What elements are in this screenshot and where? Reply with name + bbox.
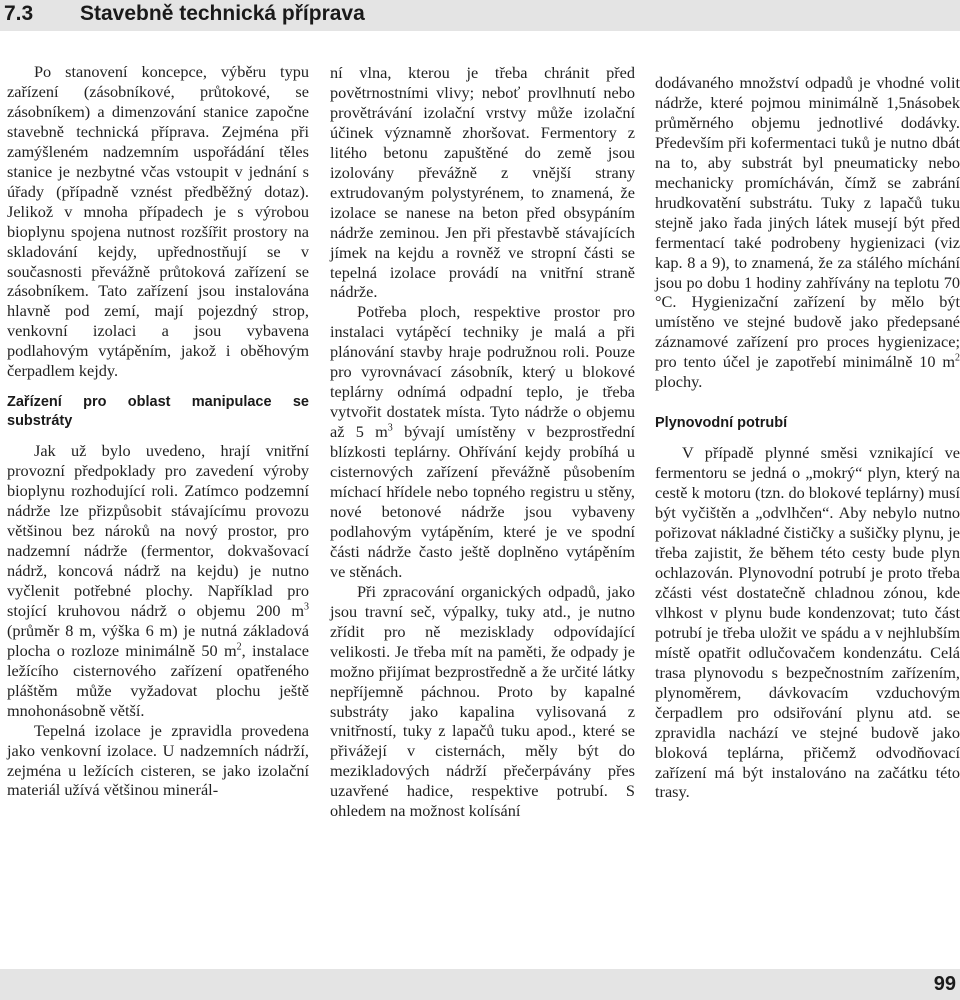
paragraph: Tepelná izolace je zpravidla provedena jako venkovní izolace. U nadzemních nádrží, zejména u ležících cisteren, se jako izolační materiál užívá většinou minerál- xyxy=(7,720,309,800)
page-number: 99 xyxy=(933,973,956,995)
paragraph: Jak už bylo uvedeno, hrají vnitřní provozní předpoklady pro zavedení výroby bioplynu rozhodující roli. Zatímco podzemní nádrže lze přizpůsobit stávajícímu provozu většinou bez nároků na nový prostor, pro nadzemní nádrže (fermentor, dokvašovací nádrž, koncová nádrž na kejdu) je nutno vyčlenit potřebné plochy. Například pro stojící kruhovou nádrž o objemu 200 $m^3$ (průměr 8 m, výška 6 m) je nutná základová plocha o rozloze minimálně 50 $m^2$, instalace ležícího cisternového zařízení opatřeného pláštěm může vyžadovat plochu ještě mnohonásobně větší. xyxy=(7,441,310,720)
text-column-1 xyxy=(7,62,309,800)
section-number: 7.3 xyxy=(4,2,34,25)
paragraph: Při zpracování organických odpadů, jako jsou travní seč, výpalky, tuky atd., je nutno zřídit pro ně mezisklady odpovídající velikosti. Je třeba mít na paměti, že odpady je možno přijímat bezprostředně a že určité látky nepříjemně páchnou. Proto by kapalné substráty jako kapalina vylisovaná z vnitřností, tuky z lapačů tuku apod., které se přivážejí v cisternách, měly být do mezikladových nádrží přečerpávány přes uzavřené hadice, respektive potrubí. S ohledem na možnost kolísání xyxy=(330,581,635,821)
paragraph: Potřeba ploch, respektive prostor pro instalaci vytápěcí techniky je malá a při plánování stavby hraje podružnou roli. Pouze pro vyrovnávací zásobník, který u blokové teplárny odnímá odpadní teplo, je třeba vytvořit dostatek místa. Tyto nádrže o objemu až 5 $m^3$ bývají umístěny v bezprostřední blízkosti teplárny. Ohřívání kejdy probíhá u cisternových zařízení převážně působením míchací hřídele nebo topného registru u stěny, nové betonové nádrže jsou vybaveny podlahovým vytápěním, které je ve spodní části nádrže často ještě doplněno vytápěním ve stěnách. xyxy=(330,302,635,581)
text-column-3 xyxy=(655,73,960,802)
section-title: Stavebně technická příprava xyxy=(80,2,365,25)
paragraph: Po stanovení koncepce, výběru typu zařízení (zásobníkové, průtokové, se zásobníkem) a dimenzování stanice započne stavebně technická příprava. Zejména při zamýšleném nadzemním uspořádání těles stanice je nezbytné včas vstoupit v jednání s úřady (případně vznést předběžný dotaz). Jelikož v mnoha případech je s výrobou bioplynu spojena nutnost rozšířit prostory na skladování kejdy, upřednostňují se v současnosti převážně průtoková zařízení se zásobníkem. Tato zařízení jsou instalována hlavně pod zemí, mají pojezdný strop, venkovní izolaci a jsou vybavena podlahovým vytápěním, jakož i oběhovým čerpadlem kejdy. xyxy=(7,62,309,381)
section-header xyxy=(0,0,960,31)
text-column-2 xyxy=(330,63,635,821)
page-footer xyxy=(0,969,960,1000)
subsection-heading: Plynovodní potrubí xyxy=(655,415,788,432)
paragraph: ní vlna, kterou je třeba chránit před povětrnostními vlivy; neboť provlhnutí nebo provětrávání izolační vrstvy může izolační účinek významně zhoršovat. Fermentory z litého betonu zapuštěné do země jsou izolovány převážně z vnější strany extrudovaným polystyrénem, to znamená, že izolace se nanese na beton před obsypáním nádrže zeminou. Jen při přestavbě stávajících jímek na kejdu a rovněž ve stropní části se tepelná izolace provádí na vnitřní straně nádrže. xyxy=(330,63,635,302)
paragraph: dodávaného množství odpadů je vhodné volit nádrže, které pojmou minimálně 1,5násobek průměrného objemu jednotlivé dodávky. Především při kofermentaci tuků je nutno dbát na to, aby substrát byl pneumaticky nebo mechanicky promícháván, čímž se zabrání hrudkovatění substrátu. Tuky z lapačů tuku stejně jako řada jiných látek musejí být před fermentací také podrobeny hygienizaci (viz kap. 8 a 9), to znamená, že za stálého míchání jsou po dobu 1 hodiny zahřívány na teplotu 70 °C. Hygienizační zařízení by mělo být umístěno ve stejné budově jako předepsané záznamové zařízení pro proces hygienizace; pro tento účel je zapotřebí minimálně 10 $m^2$ plochy. xyxy=(655,73,960,392)
paragraph: V případě plynné směsi vznikající ve fermentoru se jedná o „mokrý“ plyn, který na cestě k motoru (tzn. do blokové teplárny) musí být vyčištěn a „odvlhčen“. Aby nebylo nutno pořizovat nákladné čističky a sušičky plynu, je třeba zajistit, že během této cesty bude plyn ochlazován. Plynovodní potrubí je proto třeba zčásti vést dostatečně chladnou zónou, kde vlhkost v plynu bude kondenzovat; tuto část potrubí je třeba uložit ve spádu a v nejhlubším místě opatřit odlučovačem kondenzátu. Celá trasa plynovodu s bezpečnostním zařízením, plynoměrem, dávkovacím vzduchovým čerpadlem pro odsiřování plynu atd. se zpravidla nachází ve stejné budově jako bloková teplárna, přičemž odvodňovací zařízení má být instalováno na začátku této trasy. xyxy=(655,443,960,802)
subsection-heading: Zařízení pro oblast manipulace se substráty xyxy=(7,394,309,430)
